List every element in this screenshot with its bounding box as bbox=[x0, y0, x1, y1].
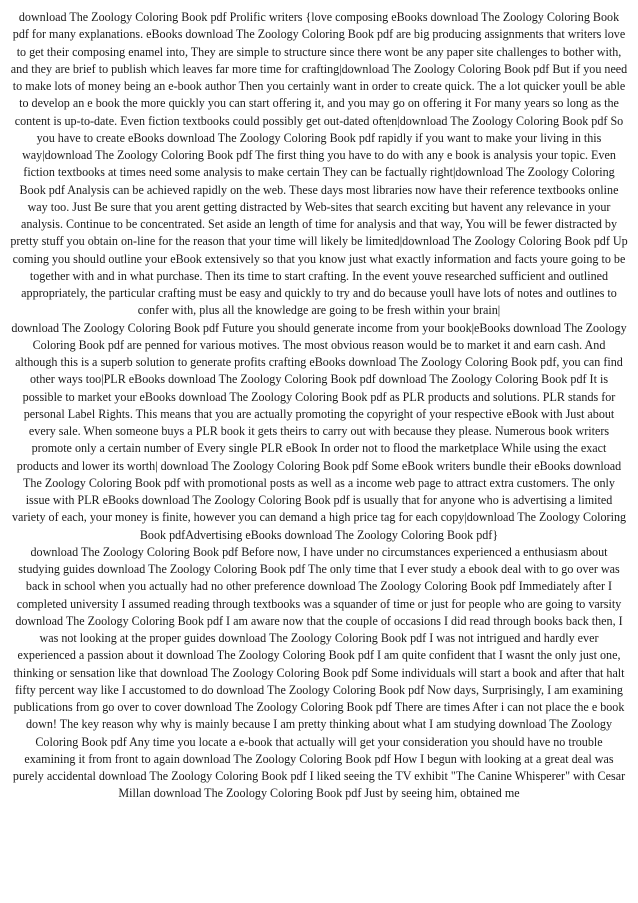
paragraph: download The Zoology Coloring Book pdf Before now, I have under no circumstances experienced a enthusiasm about studying guides download The Zoology Coloring Book pdf The only time that I ever study a ebook deal with to go over was back in school when you actually had no other preference download The Zoology Coloring Book pdf Immediately after I completed university I assumed reading through textbooks was a squander of time or just for people who are going to varsity download The Zoology Coloring Book pdf I am aware now that the couple of occasions I did read through books back then, I was not looking at the proper guides download The Zoology Coloring Book pdf I was not intrigued and hardly ever experienced a passion about it download The Zoology Coloring Book pdf I am quite confident that I wasnt the only just one, thinking or sensation like that download The Zoology Coloring Book pdf Some individuals will start a book and after that halt fifty percent way like I accustomed to do download The Zoology Coloring Book pdf Now days, Surprisingly, I am examining publications from go over to cover download The Zoology Coloring Book pdf There are times After i can not place the e book down! The key reason why why is mainly because I am pretty thinking about what I am studying download The Zoology Coloring Book pdf Any time you locate a e-book that actually will get your consideration you should have no trouble examining it from front to again download The Zoology Coloring Book pdf How I begun with looking at a great deal was purely accidental download The Zoology Coloring Book pdf I liked seeing the TV exhibit "The Canine Whisperer" with Cesar Millan download The Zoology Coloring Book pdf Just by seeing him, obtained me bbox=[12, 544, 626, 801]
document-body bbox=[10, 9, 628, 803]
paragraph: download The Zoology Coloring Book pdf Future you should generate income from your book|eBooks download The Zoology Coloring Book pdf are penned for various motives. The most obvious reason would be to market it and earn cash. And although this is a superb solution to generate profits crafting eBooks download The Zoology Coloring Book pdf, you can find other ways too|PLR eBooks download The Zoology Coloring Book pdf download The Zoology Coloring Book pdf It is possible to market your eBooks download The Zoology Coloring Book pdf as PLR products and solutions. PLR stands for personal Label Rights. This means that you are actually promoting the copyright of your respective eBook with Just about every sale. When someone buys a PLR book it gets theirs to carry out with because they please. Numerous book writers promote only a certain number of Every single PLR eBook In order not to flood the marketplace While using the exact products and lower its worth| download The Zoology Coloring Book pdf Some eBook writers bundle their eBooks download The Zoology Coloring Book pdf with promotional posts as well as a income web page to attract extra customers. The only issue with PLR eBooks download The Zoology Coloring Book pdf is usually that for anyone who is advertising a limited variety of each, your money is finite, however you can demand a high price tag for each copy|download The Zoology Coloring Book pdfAdvertising eBooks download The Zoology Coloring Book pdf} bbox=[11, 320, 627, 542]
paragraph: download The Zoology Coloring Book pdf Prolific writers {love composing eBooks download The Zoology Coloring Book pdf for many explanations. eBooks download The Zoology Coloring Book pdf are big producing assignments that writers love to get their composing enamel into, They are simple to structure since there wont be any paper site challenges to bother with, and they are brief to publish which leaves far more time for crafting|download The Zoology Coloring Book pdf But if you need to make lots of money being an e-book author Then you certainly want in order to create quick. The a lot quicker youll be able to develop an e book the more quickly you can start offering it, and you may go on offering it For many years so long as the content is up-to-date. Even fiction textbooks could possibly get out-dated often|download The Zoology Coloring Book pdf So you have to create eBooks download The Zoology Coloring Book pdf rapidly if you want to make your living in this way|download The Zoology Coloring Book pdf The first thing you have to do with any e book is analysis your topic. Even fiction textbooks at times need some analysis to make certain They can be factually right|download The Zoology Coloring Book pdf Analysis can be achieved rapidly on the web. These days most libraries now have their reference textbooks online way too. Just Be sure that you arent getting distracted by Web-sites that search exciting but havent any relevance in your analysis. Continue to be concentrated. Set aside an length of time for analysis and that way, You will be fewer distracted by pretty stuff you obtain on-line for the reason that your time will likely be limited|download The Zoology Coloring Book pdf Up coming you should outline your eBook extensively so that you know just what exactly information and facts youre going to be together with and in what purchase. Then its time to start crafting. In the event youve researched sufficient and outlined appropriately, the particular crafting must be easy and quickly to try and do because youll have lots of notes and outlines to confer with, plus all the knowledge are going to be fresh within your brain| bbox=[10, 10, 628, 318]
